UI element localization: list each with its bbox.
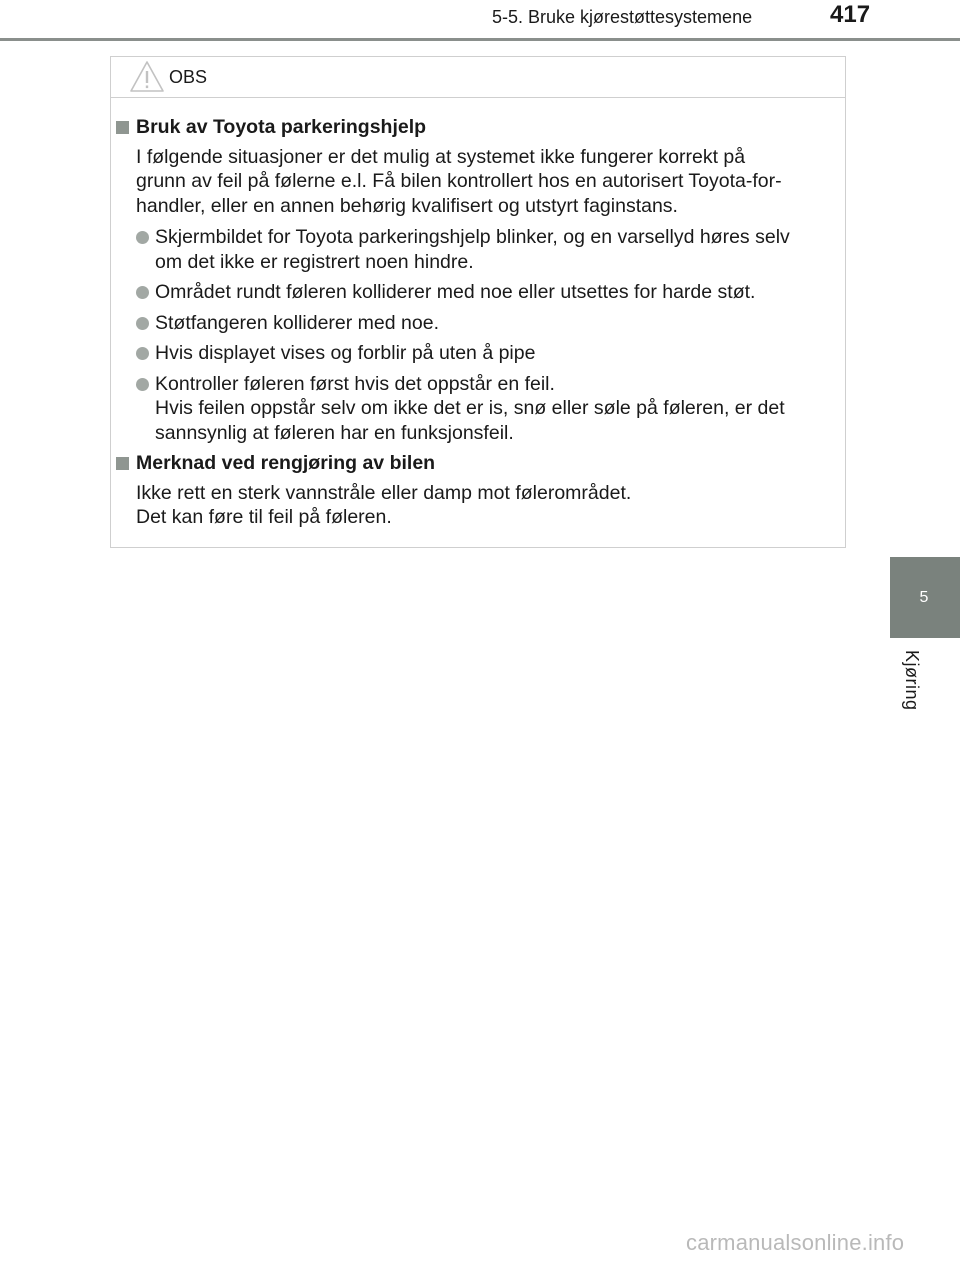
round-bullet-icon [136,286,149,299]
list-item-text: Området rundt føleren kolliderer med noe eller utsettes for harde støt. [155,281,756,303]
round-bullet-icon [136,317,149,330]
chapter-number: 5 [919,588,929,606]
list-item-text: Hvis displayet vises og forblir på uten å pipe [155,342,536,364]
section-intro: I følgende situasjoner er det mulig at systemet ikke fungerer korrekt på grunn av feil på følerne e.l. Få bilen kontrollert hos en autorisert Toyota-for- handler, eller en annen behørig kvalifisert og utstyrt faginstans. [136,145,782,217]
section-heading-cleaning [116,451,837,476]
square-bullet-icon [116,457,129,470]
list-item-text: Støtfangeren kolliderer med noe. [155,311,439,334]
section-heading-text: Merknad ved rengjøring av bilen [136,452,436,474]
notice-title: OBS [169,67,208,87]
page-number: 417 [830,1,871,28]
list-item [136,341,837,366]
round-bullet-icon [136,378,149,391]
list-item-text: Kontroller føleren først hvis det oppstår en feil. Hvis feilen oppstår selv om ikke det er is, snø eller søle på føleren, er det sannsynlig at føleren har en funksjonsfeil. [155,372,785,444]
list-item-text: Skjermbildet for Toyota parkeringshjelp blinker, og en varsellyd høres selv om det ikke er registrert noen hindre. [155,226,790,273]
notice-box [110,56,846,548]
chapter-tab[interactable] [890,557,960,638]
section-heading-text: Bruk av Toyota parkeringshjelp [136,116,427,138]
watermark: carmanualsonline.info [686,1230,905,1255]
section-heading-parking-aid [116,115,837,140]
square-bullet-icon [116,121,129,134]
notice-body [111,98,845,530]
list-item [136,225,837,274]
section-text: Ikke rett en sterk vannstråle eller damp mot følerområdet. Det kan føre til feil på føleren. [136,481,632,528]
list-item [136,280,837,305]
notice-header [111,57,845,98]
section-title: 5-5. Bruke kjørestøttesystemene [492,7,753,27]
list-item [136,311,837,336]
chapter-label: Kjøring [902,650,922,711]
warning-triangle-icon [129,60,165,93]
list-item [136,372,837,446]
round-bullet-icon [136,231,149,244]
header-rule [0,38,960,41]
round-bullet-icon [136,347,149,360]
